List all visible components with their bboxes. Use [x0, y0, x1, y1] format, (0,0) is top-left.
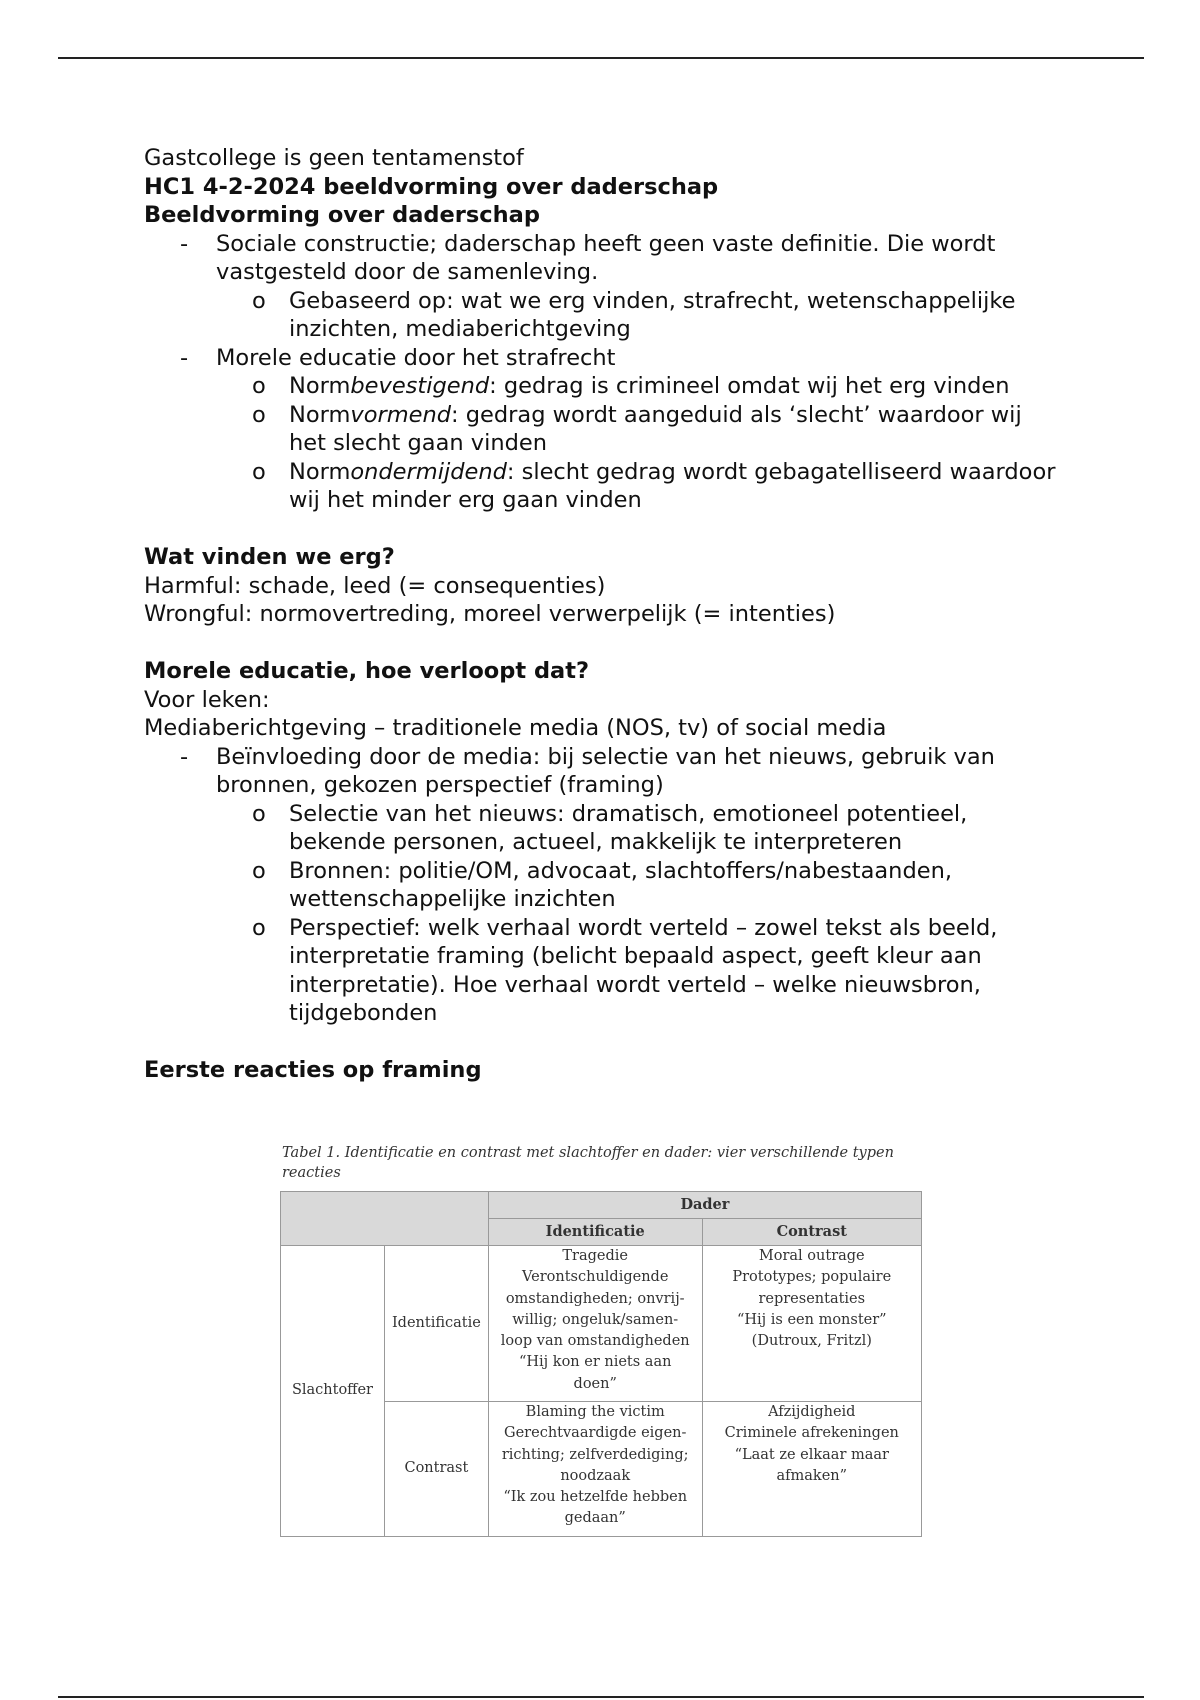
cell-line: richting; zelfverdediging; — [501, 1446, 689, 1463]
reaction-table — [280, 1191, 922, 1537]
norm-text: : gedrag wordt aangeduid als ‘slecht’ waardoor wij het slecht gaan vinden — [289, 401, 1022, 456]
spacer — [144, 1028, 1064, 1057]
sub-list-item — [144, 401, 1064, 458]
sub-list-item-text: Bronnen: politie/OM, advocaat, slachtoffers/nabestaanden, wettenschappelijke inzichten — [289, 857, 952, 912]
heading-beeldvorming: Beeldvorming over daderschap — [144, 202, 540, 228]
sub-list-item-text: Gebaseerd op: wat we erg vinden, strafrecht, wetenschappelijke inzichten, mediaberichtgeving — [289, 287, 1016, 342]
header-contrast: Contrast — [702, 1219, 921, 1246]
cell-blaming-victim — [488, 1402, 702, 1537]
cell-moral-outrage — [702, 1246, 921, 1402]
norm-prefix: Norm — [289, 401, 351, 428]
sub-list-item — [144, 857, 1064, 914]
cell-line: Afzijdigheid — [768, 1404, 856, 1420]
intro-line: Gastcollege is geen tentamenstof — [144, 145, 524, 171]
sub-list-item — [144, 458, 1064, 515]
cell-line: (Dutroux, Fritzl) — [751, 1333, 872, 1350]
cell-line: noodzaak — [560, 1467, 631, 1484]
row-header-identificatie: Identificatie — [384, 1246, 488, 1402]
cell-line: afmaken” — [776, 1467, 848, 1484]
cell-line: “Laat ze elkaar maar — [734, 1446, 889, 1463]
heading-wat-vinden: Wat vinden we erg? — [144, 544, 395, 570]
cell-line: Prototypes; populaire — [732, 1269, 892, 1286]
reaction-table-figure — [280, 1143, 924, 1537]
norm-emphasis: vormend — [350, 401, 452, 428]
table-corner — [281, 1192, 489, 1246]
sub-list-item — [144, 287, 1064, 344]
circle-marker: o — [252, 458, 266, 485]
cell-line: gedaan” — [564, 1510, 626, 1527]
row-header-slachtoffer: Slachtoffer — [281, 1246, 385, 1537]
cell-line: Criminele afrekeningen — [724, 1425, 899, 1442]
spacer — [144, 515, 1064, 544]
norm-prefix: Norm — [289, 373, 351, 399]
wrongful-line: Wrongful: normovertreding, moreel verwerpelijk (= intenties) — [144, 601, 836, 627]
sub-list-item-text: Selectie van het nieuws: dramatisch, emotioneel potentieel, bekende personen, actueel, makkelijk te interpreteren — [289, 800, 968, 855]
row-header-contrast: Contrast — [384, 1402, 488, 1537]
media-line: Mediaberichtgeving – traditionele media (NOS, tv) of social media — [144, 715, 887, 741]
norm-prefix: Norm — [289, 458, 351, 485]
circle-marker: o — [252, 800, 266, 827]
sub-list-item — [144, 800, 1064, 857]
heading-morele-educatie: Morele educatie, hoe verloopt dat? — [144, 658, 590, 684]
cell-line: loop van omstandigheden — [500, 1333, 690, 1350]
list-item-text: Sociale constructie; daderschap heeft geen vaste definitie. Die wordt vastgesteld door de samenleving. — [216, 230, 996, 285]
top-rule — [58, 57, 1144, 59]
header-identificatie: Identificatie — [488, 1219, 702, 1246]
sub-list-item-text: Perspectief: welk verhaal wordt verteld – zowel tekst als beeld, interpretatie framing (belicht bepaald aspect, geeft kleur aan interpretatie). Hoe verhaal wordt verteld – welke nieuwsbron, tijdgebonden — [289, 914, 998, 1026]
sub-list-item — [144, 372, 1064, 401]
list-item-text: Beïnvloeding door de media: bij selectie van het nieuws, gebruik van bronnen, gekozen perspectief (framing) — [216, 743, 995, 798]
circle-marker: o — [252, 914, 266, 941]
circle-marker: o — [252, 287, 266, 314]
table-caption: Tabel 1. Identificatie en contrast met slachtoffer en dader: vier verschillende typen reacties — [282, 1145, 894, 1181]
norm-text: : gedrag is crimineel omdat wij het erg vinden — [489, 373, 1010, 399]
circle-marker: o — [252, 401, 266, 428]
cell-line: “Ik zou hetzelfde hebben — [503, 1489, 688, 1506]
dash-marker: - — [180, 743, 189, 770]
circle-marker: o — [252, 373, 266, 399]
norm-emphasis: bevestigend — [350, 373, 490, 399]
list-item — [144, 344, 1064, 373]
spacer — [144, 629, 1064, 658]
document-body — [144, 144, 1064, 1085]
cell-afzijdigheid — [702, 1402, 921, 1537]
cell-line: “Hij kon er niets aan — [518, 1354, 672, 1371]
cell-line: omstandigheden; onvrij- — [505, 1290, 685, 1307]
cell-line: “Hij is een monster” — [736, 1311, 887, 1328]
circle-marker: o — [252, 857, 266, 884]
cell-line: Moral outrage — [758, 1248, 865, 1264]
bottom-rule — [58, 1696, 1144, 1698]
list-item-text: Morele educatie door het strafrecht — [216, 344, 616, 371]
dash-marker: - — [180, 344, 189, 371]
leken-line: Voor leken: — [144, 686, 270, 713]
harmful-line: Harmful: schade, leed (= consequenties) — [144, 572, 606, 599]
heading-hc1: HC1 4-2-2024 beeldvorming over daderschap — [144, 173, 719, 200]
cell-tragedie — [488, 1246, 702, 1402]
norm-text: : slecht gedrag wordt gebagatelliseerd waardoor wij het minder erg gaan vinden — [289, 458, 1056, 513]
cell-line: representaties — [758, 1290, 866, 1307]
cell-line: willig; ongeluk/samen- — [512, 1311, 679, 1328]
sub-list-item — [144, 914, 1064, 1028]
header-dader: Dader — [488, 1192, 921, 1219]
cell-line: Verontschuldigende — [522, 1269, 669, 1286]
heading-eerste-reacties: Eerste reacties op framing — [144, 1057, 482, 1083]
cell-line: Tragedie — [562, 1248, 629, 1264]
dash-marker: - — [180, 230, 189, 257]
cell-line: Gerechtvaardigde eigen- — [504, 1425, 687, 1442]
list-item — [144, 230, 1064, 287]
cell-line: Blaming the victim — [525, 1404, 665, 1420]
list-item — [144, 743, 1064, 800]
cell-line: doen” — [573, 1375, 617, 1392]
norm-emphasis: ondermijdend — [350, 458, 507, 485]
